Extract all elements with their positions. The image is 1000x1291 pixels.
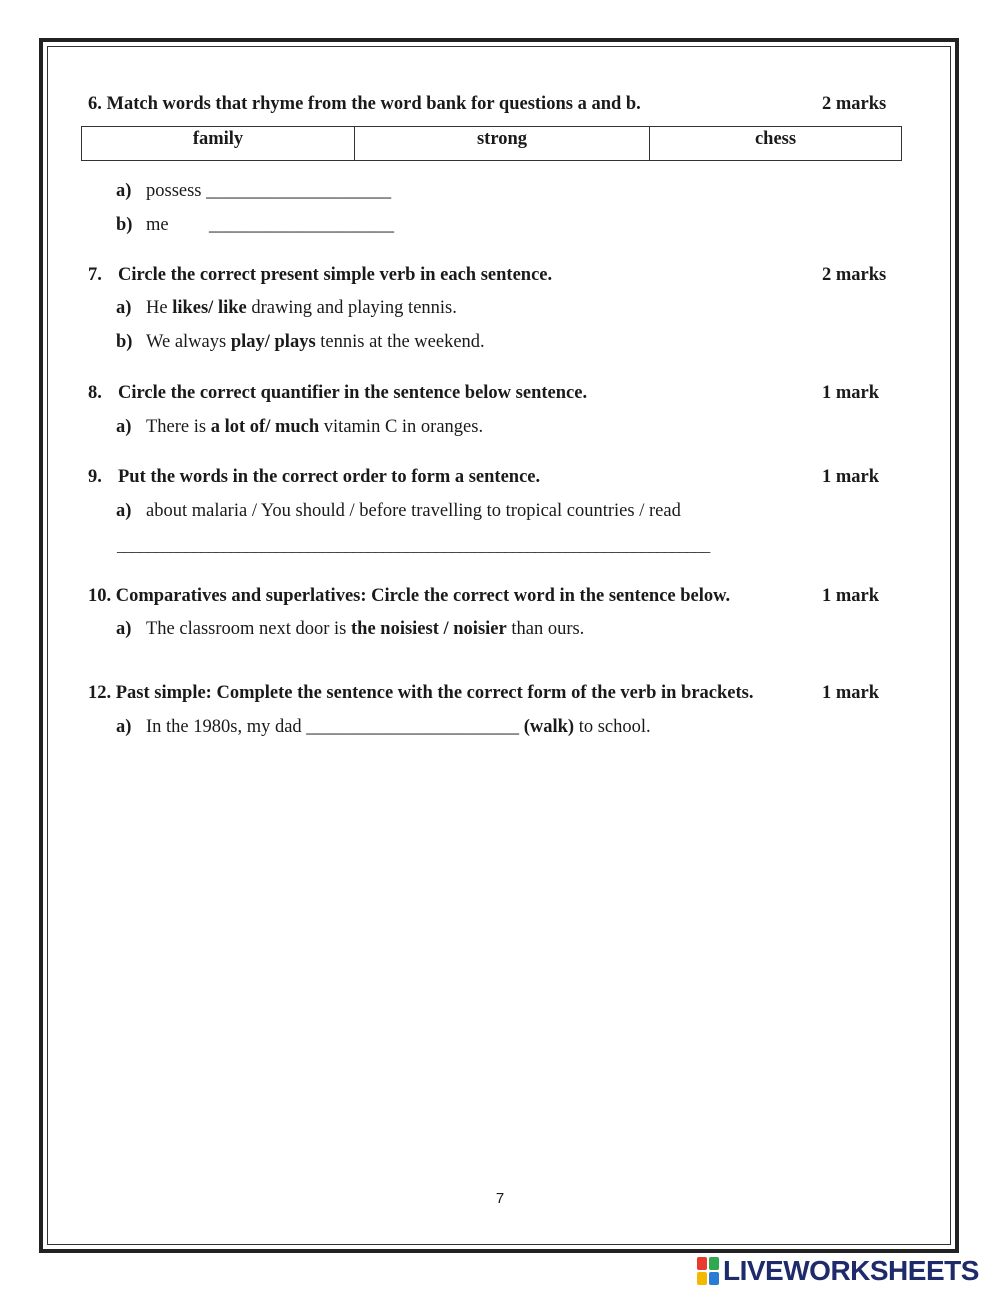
q6a-label: a) bbox=[116, 181, 132, 201]
q10-title: 10. Comparatives and superlatives: Circle the correct word in the sentence below. bbox=[88, 586, 731, 606]
q9-marks: 1 mark bbox=[822, 467, 880, 487]
word-bank-cell: chess bbox=[650, 127, 902, 161]
q7a-post: drawing and playing tennis. bbox=[246, 298, 457, 318]
q7-number: 7. bbox=[88, 265, 102, 285]
q7b-label: b) bbox=[116, 332, 133, 352]
q12a-pre[interactable]: In the 1980s, my dad _______________________ bbox=[146, 717, 524, 737]
q6-title: 6. Match words that rhyme from the word bank for questions a and b. bbox=[88, 94, 641, 114]
q6-marks: 2 marks bbox=[822, 94, 887, 114]
page-border-inner bbox=[47, 46, 951, 1245]
word-bank-cell: family bbox=[82, 127, 355, 161]
q6b-text: me bbox=[146, 215, 169, 235]
q6a-text[interactable]: possess ____________________ bbox=[146, 181, 392, 201]
page-number: 7 bbox=[495, 1190, 505, 1207]
q7a-sentence bbox=[146, 297, 457, 319]
q7a-pre: He bbox=[146, 298, 173, 318]
q9a-text: about malaria / You should / before travelling to tropical countries / read bbox=[146, 501, 681, 521]
liveworksheets-logo-text: LIVEWORKSHEETS bbox=[723, 1255, 979, 1286]
q10-marks: 1 mark bbox=[822, 586, 880, 606]
q8a-pre: There is bbox=[146, 417, 211, 437]
q12a-sentence bbox=[146, 716, 651, 738]
q12-title: 12. Past simple: Complete the sentence with the correct form of the verb in brackets. bbox=[88, 683, 754, 703]
q9a-label: a) bbox=[116, 501, 132, 521]
q7a-label: a) bbox=[116, 298, 132, 318]
q6b-label: b) bbox=[116, 215, 133, 235]
q9-title: Put the words in the correct order to form a sentence. bbox=[118, 467, 541, 487]
q10a-choice[interactable]: the noisiest / noisier bbox=[351, 619, 507, 639]
q8-title: Circle the correct quantifier in the sentence below sentence. bbox=[118, 383, 588, 403]
q9-answer-line[interactable]: ______________________________________________________________________________ bbox=[117, 538, 710, 555]
q10a-label: a) bbox=[116, 619, 132, 639]
q12a-label: a) bbox=[116, 717, 132, 737]
q6b-blank[interactable]: ____________________ bbox=[209, 215, 394, 235]
q7a-choice[interactable]: likes/ like bbox=[172, 298, 247, 318]
q7b-pre: We always bbox=[146, 332, 231, 352]
q12a-verb: (walk) bbox=[523, 717, 575, 737]
q8-number: 8. bbox=[88, 383, 102, 403]
q7-title: Circle the correct present simple verb in each sentence. bbox=[118, 265, 553, 285]
word-bank-cell: strong bbox=[355, 127, 650, 161]
q12a-post: to school. bbox=[574, 717, 651, 737]
q8a-post: vitamin C in oranges. bbox=[319, 417, 484, 437]
q7b-choice[interactable]: play/ plays bbox=[230, 332, 316, 352]
q7b-post: tennis at the weekend. bbox=[315, 332, 485, 352]
q10a-pre: The classroom next door is bbox=[146, 619, 351, 639]
liveworksheets-logo bbox=[697, 1254, 979, 1288]
q7b-sentence bbox=[146, 331, 485, 353]
word-bank-table bbox=[81, 126, 902, 161]
q10a-sentence bbox=[146, 618, 584, 640]
q10a-post: than ours. bbox=[506, 619, 585, 639]
q12-marks: 1 mark bbox=[822, 683, 880, 703]
q8-marks: 1 mark bbox=[822, 383, 880, 403]
q8a-label: a) bbox=[116, 417, 132, 437]
q9-number: 9. bbox=[88, 467, 102, 487]
q7-marks: 2 marks bbox=[822, 265, 887, 285]
q8a-choice[interactable]: a lot of/ much bbox=[210, 417, 320, 437]
q8a-sentence bbox=[146, 416, 483, 438]
liveworksheets-logo-icon bbox=[697, 1257, 719, 1285]
